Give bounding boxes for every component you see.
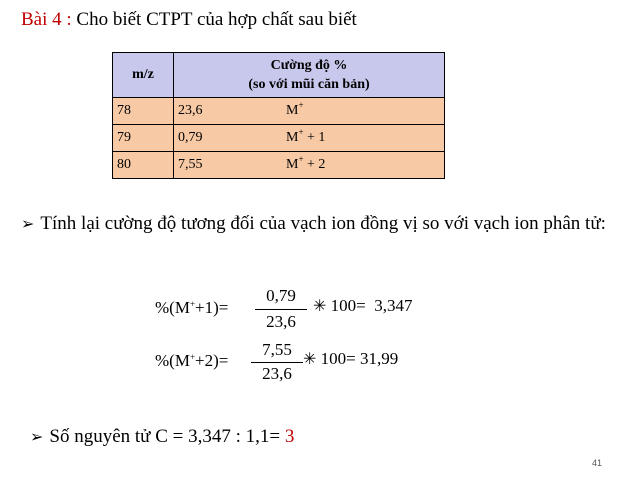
formula1-lhs: %(M++1)=	[155, 298, 229, 317]
ion-label: M+ + 2	[286, 154, 326, 172]
cell-mz: 79	[113, 125, 174, 152]
formula2-lhs: %(M++2)=	[155, 351, 229, 370]
formula1-rhs: ✳ 100= 3,347	[313, 296, 413, 315]
formula2-denominator: 23,6	[262, 364, 292, 383]
header-intensity	[174, 53, 445, 98]
bullet-recalculate	[21, 209, 621, 238]
formula2-rhs: ✳ 100= 31,99	[303, 349, 399, 368]
header-mz: m/z	[113, 53, 174, 98]
multiply-icon: ✳	[313, 296, 327, 315]
multiply-icon: ✳	[303, 349, 317, 368]
formula1-fraction-bar	[255, 309, 307, 310]
slide-title	[21, 9, 357, 31]
table-row	[113, 125, 445, 152]
carbon-answer: 3	[284, 426, 295, 447]
cell-mz: 80	[113, 152, 174, 179]
arrow-bullet-icon: ➢	[21, 214, 35, 233]
header-intensity-line1: Cường độ %	[270, 58, 348, 73]
table-header-row	[113, 53, 445, 98]
mass-spectrum-table	[112, 52, 445, 179]
cell-mz: 78	[113, 98, 174, 125]
header-intensity-line2: (so với mũi căn bản)	[248, 77, 370, 92]
ion-label: M+ + 1	[286, 127, 326, 145]
cell-intensity	[174, 125, 445, 152]
intensity-value: 7,55	[178, 157, 203, 172]
formula2-fraction-bar	[251, 362, 303, 363]
formula1-numerator: 0,79	[266, 286, 296, 305]
table-row	[113, 152, 445, 179]
exercise-prompt: Cho biết CTPT của hợp chất sau biết	[76, 9, 357, 30]
bullet-carbon-text: Số nguyên tử C = 3,347 : 1,1=	[49, 426, 285, 447]
table-row	[113, 98, 445, 125]
exercise-label: Bài 4 :	[21, 9, 72, 30]
page-number: 41	[592, 458, 603, 468]
intensity-value: 23,6	[178, 103, 203, 118]
cell-intensity	[174, 152, 445, 179]
arrow-bullet-icon: ➢	[30, 427, 44, 446]
formula2-numerator: 7,55	[262, 340, 292, 359]
intensity-value: 0,79	[178, 130, 203, 145]
ion-label: M+	[286, 100, 304, 118]
cell-intensity	[174, 98, 445, 125]
formula1-denominator: 23,6	[266, 312, 296, 331]
bullet-recalculate-text: Tính lại cường độ tương đối của vạch ion đồng vị so với vạch ion phân tử:	[40, 213, 606, 234]
bullet-carbon-count	[30, 426, 294, 448]
